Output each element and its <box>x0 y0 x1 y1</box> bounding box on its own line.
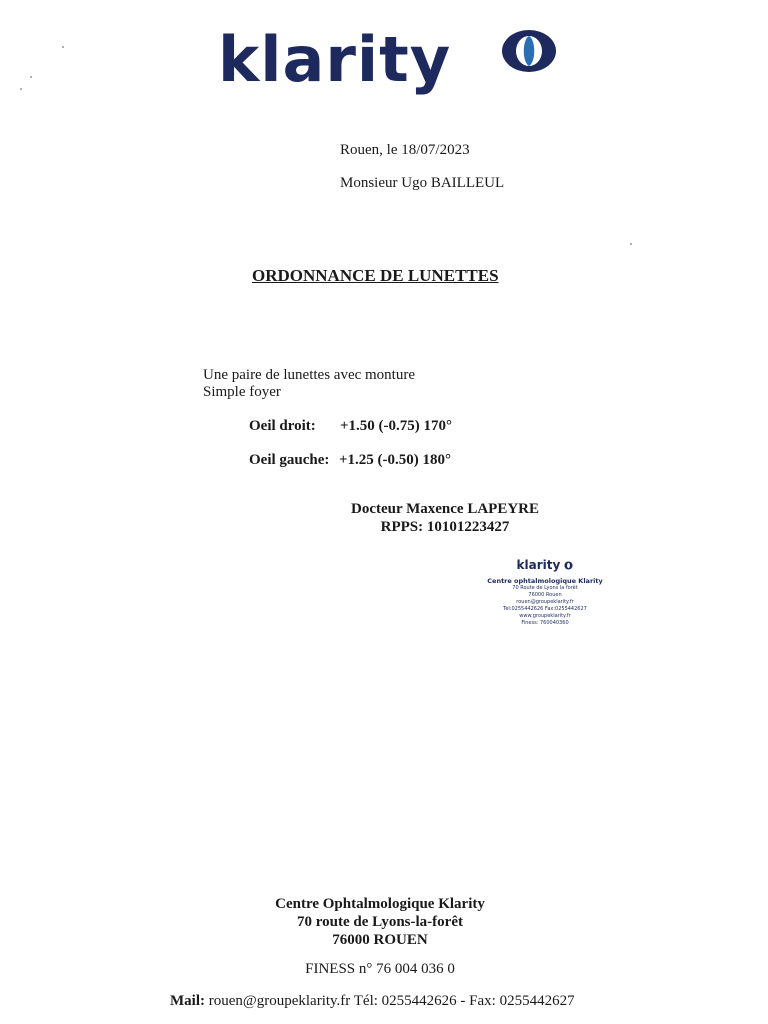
stamp-line: Finess: 760040360 <box>521 620 569 626</box>
recipient: Monsieur Ugo BAILLEUL <box>340 175 505 191</box>
place-date: Rouen, le 18/07/2023 <box>340 142 470 158</box>
scan-speck <box>30 76 32 78</box>
stamp-line: www.groupeklarity.fr <box>519 613 571 619</box>
klarity-logo-mark-icon <box>500 28 558 74</box>
klarity-logo: klarity <box>218 23 452 96</box>
footer-finess: FINESS n° 76 004 036 0 <box>305 961 455 977</box>
stamp-line: Tel:0255442626 Fax:0255442627 <box>503 606 587 612</box>
scan-speck <box>20 88 22 90</box>
stamp-line: 70 Route de Lyons la forêt <box>512 585 578 591</box>
doctor-name: Docteur Maxence LAPEYRE <box>350 501 540 517</box>
doctor-rpps: RPPS: 10101223427 <box>380 519 510 535</box>
footer-street: 70 route de Lyons-la-forêt <box>297 914 463 930</box>
right-eye-value: +1.50 (-0.75) 170° <box>340 418 453 434</box>
scan-speck <box>62 46 64 48</box>
left-eye-value: +1.25 (-0.50) 180° <box>339 452 452 468</box>
clinic-stamp <box>470 557 620 627</box>
document-title: ORDONNANCE DE LUNETTES <box>252 266 499 285</box>
footer-city: 76000 ROUEN <box>332 932 428 948</box>
prescription-line: Une paire de lunettes avec monture <box>203 367 415 383</box>
stamp-line: 76000 Rouen <box>528 592 562 598</box>
mail-label: Mail: <box>170 993 205 1009</box>
doctor-signature-block <box>300 500 590 536</box>
prescription-line: Simple foyer <box>203 384 281 400</box>
stamp-brand: klarity <box>516 558 561 572</box>
stamp-center-name: Centre ophtalmologique Klarity <box>487 577 603 585</box>
stamp-logo <box>470 557 620 573</box>
footer-contact <box>170 993 575 1010</box>
footer-address <box>230 895 530 949</box>
mail-contact: rouen@groupeklarity.fr Tél: 0255442626 - Fax: 0255442627 <box>205 993 575 1009</box>
stamp-line: rouen@groupeklarity.fr <box>516 599 574 605</box>
left-eye-label: Oeil gauche: <box>249 452 330 468</box>
right-eye-label: Oeil droit: <box>249 418 316 434</box>
scan-speck <box>630 243 632 245</box>
footer-center-name: Centre Ophtalmologique Klarity <box>275 896 485 912</box>
klarity-logo-mark-icon <box>564 561 573 570</box>
